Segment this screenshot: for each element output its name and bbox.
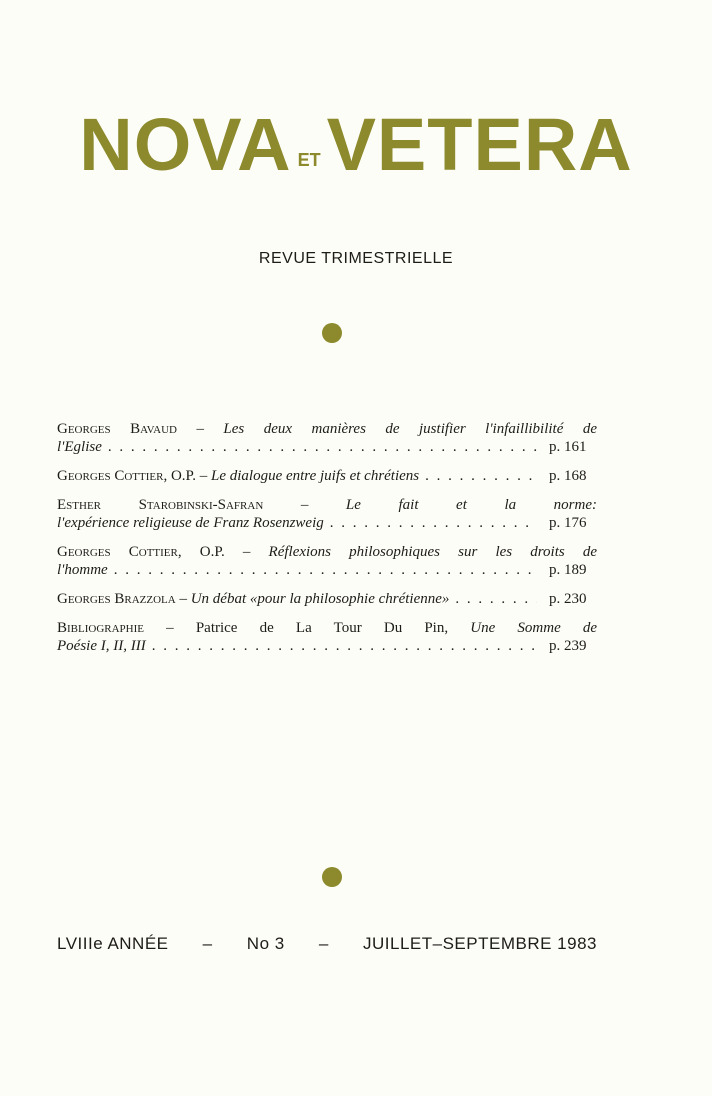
dot-leader [152, 637, 537, 655]
toc-title: Réflexions philosophiques sur les droits de [268, 544, 598, 560]
issue-period: JUILLET–SEPTEMBRE 1983 [363, 934, 597, 953]
issue-info [57, 934, 597, 954]
issue-separator: – [202, 934, 213, 953]
journal-subtitle: REVUE TRIMESTRIELLE [258, 250, 454, 267]
toc-title-continued: l'Eglise [57, 439, 102, 455]
toc-entry [57, 467, 597, 485]
toc-page: p. 168 [549, 468, 587, 484]
dot-leader [425, 467, 537, 485]
toc-title: Le fait et la norme: [345, 497, 598, 513]
toc-dash: – [300, 497, 309, 513]
toc-dash: – [242, 544, 251, 560]
journal-title [0, 102, 712, 187]
ornament-dot-top [322, 323, 342, 343]
dot-leader [330, 514, 537, 532]
issue-separator: – [318, 934, 329, 953]
toc-page: p. 230 [549, 591, 587, 607]
toc-title: Un débat «pour la philosophie chrétienne» [190, 591, 450, 607]
table-of-contents [57, 420, 597, 666]
toc-entry [57, 496, 597, 532]
toc-reviewed-author: Patrice de La Tour Du Pin, [195, 620, 449, 636]
toc-page: p. 189 [549, 562, 587, 578]
title-word-vetera: VETERA [326, 103, 633, 186]
toc-page: p. 161 [549, 439, 587, 455]
toc-page: p. 239 [549, 638, 587, 654]
ornament-dot-bottom [322, 867, 342, 887]
title-word-nova: NOVA [79, 103, 292, 186]
toc-title: Les deux manières de justifier l'infaillibilité de [223, 421, 597, 437]
toc-title-continued: l'homme [57, 562, 108, 578]
toc-author: Georges Bavaud [57, 421, 177, 437]
toc-author: Georges Brazzola [57, 591, 176, 607]
toc-entry [57, 590, 597, 608]
dot-leader [108, 438, 537, 456]
toc-author: Georges Cottier, O.P. [57, 468, 196, 484]
toc-dash: – [166, 620, 174, 636]
toc-author: Esther Starobinski-Safran [57, 497, 264, 513]
toc-dash: – [196, 421, 204, 437]
toc-entry [57, 420, 597, 456]
issue-volume: LVIIIe ANNÉE [57, 934, 169, 953]
toc-author: Georges Cottier, O.P. [57, 544, 225, 560]
dot-leader [455, 590, 537, 608]
toc-entry [57, 619, 597, 655]
toc-title-continued: l'expérience religieuse de Franz Rosenzweig [57, 515, 324, 531]
toc-title-continued: Poésie I, II, III [57, 638, 146, 654]
dot-leader [114, 561, 537, 579]
toc-dash: – [179, 591, 187, 607]
toc-page: p. 176 [549, 515, 587, 531]
toc-title: Le dialogue entre juifs et chrétiens [210, 468, 420, 484]
issue-number: No 3 [246, 934, 285, 953]
toc-entry [57, 543, 597, 579]
title-conjunction: ET [297, 150, 321, 170]
toc-title: Une Somme de [470, 620, 598, 636]
toc-section-label: Bibliographie [57, 620, 144, 636]
toc-dash: – [199, 468, 208, 484]
